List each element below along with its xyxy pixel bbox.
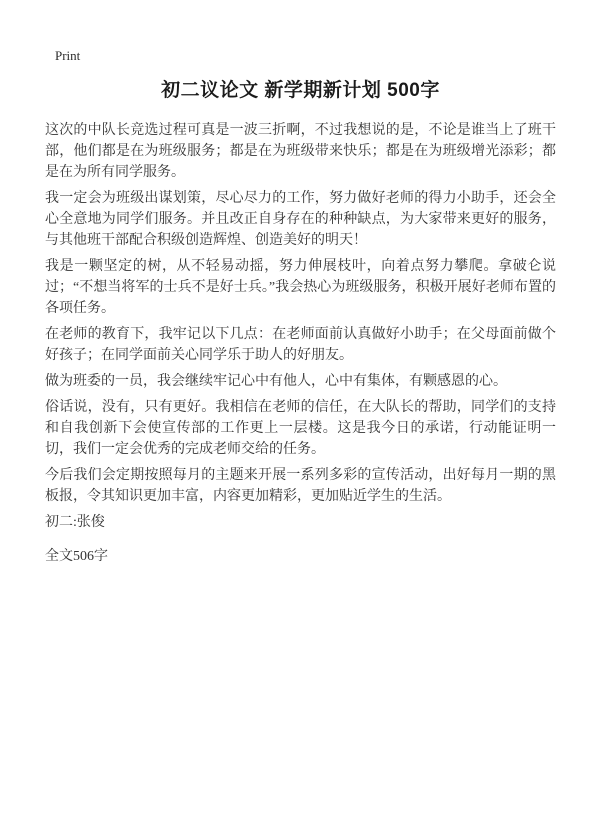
essay-signature: 初二:张俊 [45, 515, 105, 530]
essay-paragraph: 今后我们会定期按照每月的主题来开展一系列多彩的宣传活动，出好每月一期的黑板报，令其知识更加丰富，内容更加精彩，更加贴近学生的生活。 [45, 468, 556, 504]
essay-paragraph: 我一定会为班级出谋划策，尽心尽力的工作，努力做好老师的得力小助手，还会全心全意地为同学们服务。并且改正自身存在的种种缺点，为大家带来更好的服务，与其他班干部配合积级创造辉煌、创造美好的明天！ [45, 191, 556, 248]
essay-paragraph: 我是一颗坚定的树，从不轻易动摇，努力伸展枝叶，向着点努力攀爬。拿破仑说过；“不想当将军的士兵不是好士兵。”我会热心为班级服务，积极开展好老师布置的各项任务。 [45, 259, 556, 316]
essay-paragraph: 做为班委的一员，我会继续牢记心中有他人，心中有集体，有颗感恩的心。 [45, 374, 507, 389]
word-count: 全文506字 [45, 549, 108, 564]
essay-paragraph: 在老师的教育下，我牢记以下几点：在老师面前认真做好小助手；在父母面前做个好孩子；在同学面前关心同学乐于助人的好朋友。 [45, 327, 556, 363]
essay-paragraph: 这次的中队长竞选过程可真是一波三折啊，不过我想说的是，不论是谁当上了班干部，他们都是在为班级服务；都是在为班级带来快乐；都是在为班级增光添彩；都是在为所有同学服务。 [45, 123, 556, 180]
essay-body [45, 120, 556, 567]
print-link[interactable]: Print [55, 48, 81, 63]
essay-paragraph: 俗话说，没有，只有更好。我相信在老师的信任，在大队长的帮助，同学们的支持和自我创新下会使宣传部的工作更上一层楼。这是我今日的承诺，行动能证明一切，我们一定会优秀的完成老师交给的任务。 [45, 400, 556, 457]
essay-title: 初二议论文 新学期新计划 500字 [161, 80, 440, 101]
